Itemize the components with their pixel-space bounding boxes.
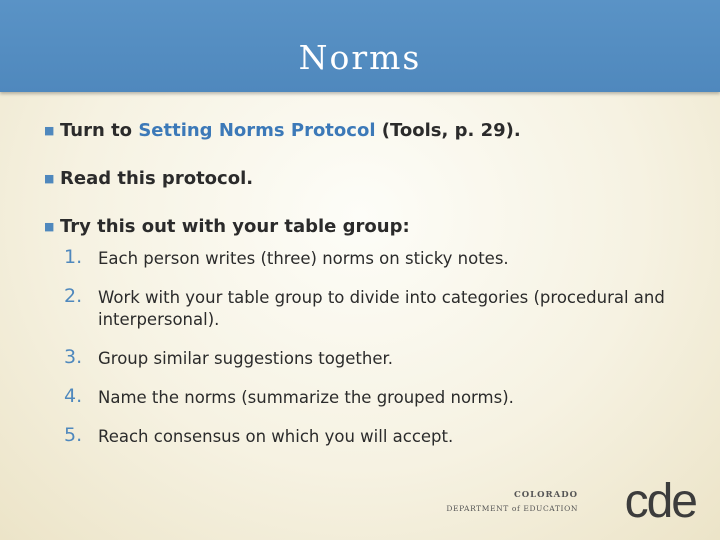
cde-logo xyxy=(446,475,696,528)
item-number: 3. xyxy=(64,346,83,368)
bullet-text-pre: Turn to xyxy=(60,120,139,141)
bullet-item xyxy=(44,168,694,190)
square-bullet-icon: ■ xyxy=(44,124,55,137)
logo-line-colorado: COLORADO xyxy=(514,490,578,500)
item-text: Each person writes (three) norms on sticky notes. xyxy=(98,249,509,268)
bullet-item xyxy=(44,216,694,238)
list-item xyxy=(44,248,694,270)
square-bullet-icon: ■ xyxy=(44,172,55,185)
slide-header xyxy=(0,0,720,92)
item-text: Name the norms (summarize the grouped norms). xyxy=(98,388,514,407)
bullet-item xyxy=(44,120,694,142)
item-text: Work with your table group to divide into categories (procedural and interpersonal). xyxy=(98,288,665,329)
item-number: 2. xyxy=(64,285,83,307)
bullet-text: Read this protocol. xyxy=(60,168,254,189)
square-bullet-icon: ■ xyxy=(44,220,55,233)
slide-content xyxy=(44,120,694,465)
logo-mark: cde xyxy=(624,475,696,528)
item-number: 4. xyxy=(64,385,83,407)
item-text: Reach consensus on which you will accept. xyxy=(98,427,454,446)
protocol-link[interactable]: Setting Norms Protocol xyxy=(138,120,376,141)
list-item xyxy=(44,348,694,370)
bullet-text: Try this out with your table group: xyxy=(60,216,410,237)
logo-line-department: DEPARTMENT of EDUCATION xyxy=(446,504,578,513)
item-number: 5. xyxy=(64,424,83,446)
item-text: Group similar suggestions together. xyxy=(98,349,394,368)
list-item xyxy=(44,287,694,331)
list-item xyxy=(44,426,694,448)
bullet-text-post: (Tools, p. 29). xyxy=(375,120,521,141)
slide-title: Norms xyxy=(298,38,422,77)
list-item xyxy=(44,387,694,409)
numbered-list xyxy=(44,248,694,448)
item-number: 1. xyxy=(64,246,83,268)
